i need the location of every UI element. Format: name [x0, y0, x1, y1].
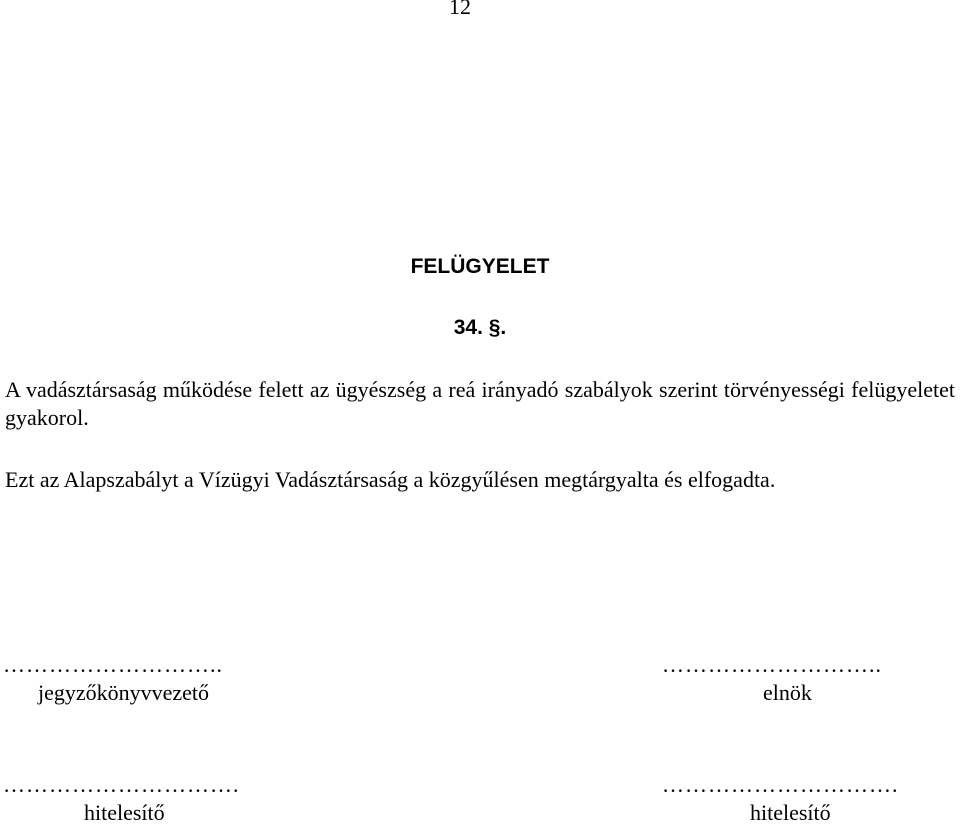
authenticator-right-label: hitelesítő [750, 800, 831, 825]
minutes-keeper-label: jegyzőkönyvvezető [38, 680, 210, 705]
supervision-paragraph: A vadásztársaság működése felett az ügyészség a reá irányadó szabályok szerint törvényességi felügyeletet gyakorol. [5, 377, 955, 430]
authenticator-left-label: hitelesítő [84, 800, 165, 825]
president-signature-line: ……………………….. [662, 652, 882, 677]
section-title: FELÜGYELET [410, 255, 550, 278]
paragraph-number: 34. §. [453, 316, 507, 339]
minutes-keeper-signature-line: ……………………….. [3, 652, 223, 677]
president-label: elnök [763, 680, 812, 705]
authenticator-right-signature-line: …………………………. [662, 772, 899, 797]
page-number: 12 [449, 0, 471, 19]
adoption-paragraph: Ezt az Alapszabályt a Vízügyi Vadásztársaság a közgyűlésen megtárgyalta és elfogadta. [5, 467, 776, 492]
authenticator-left-signature-line: …………………………. [3, 772, 240, 797]
